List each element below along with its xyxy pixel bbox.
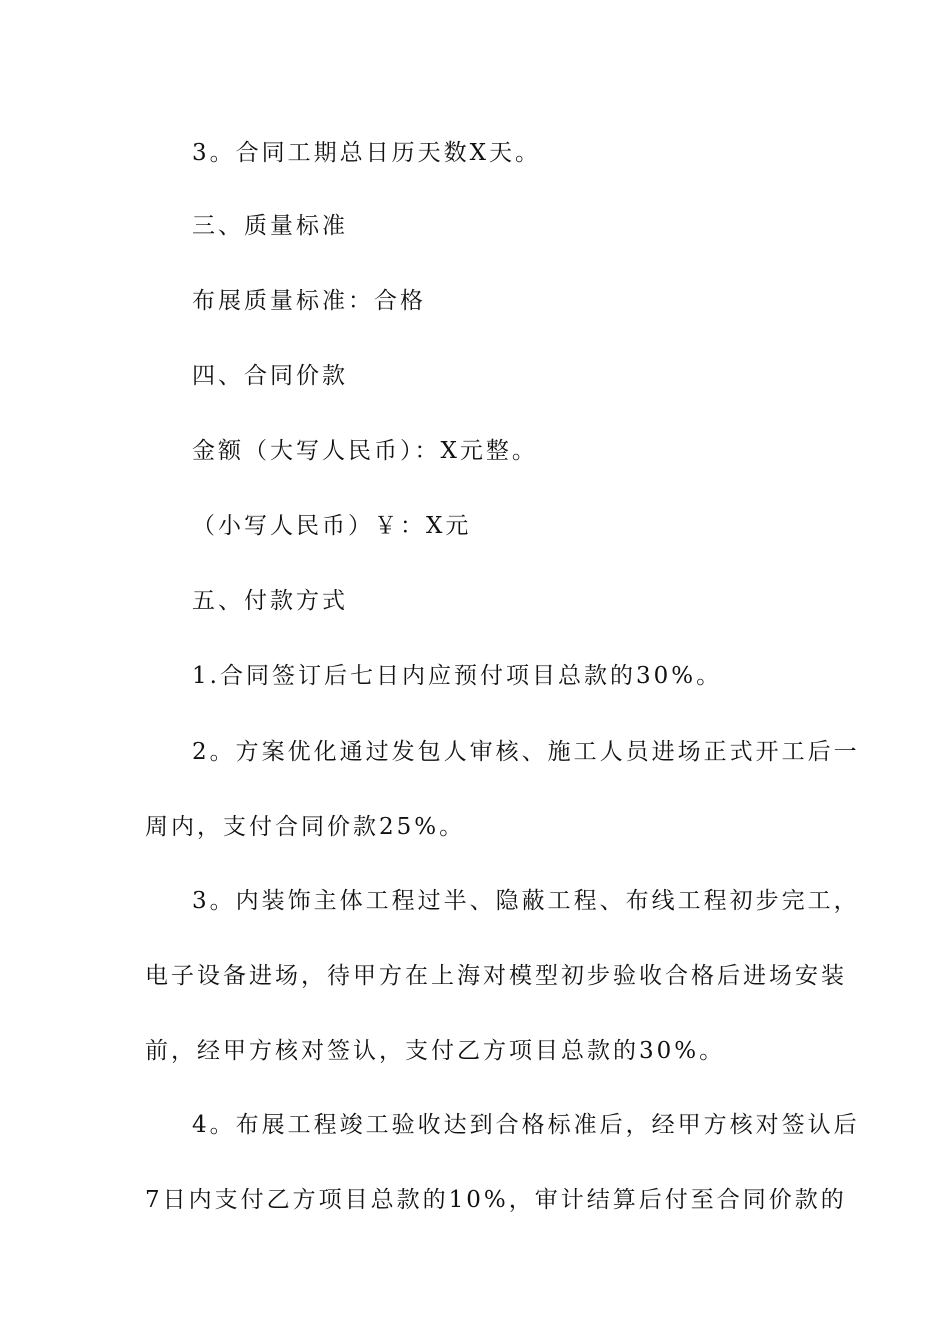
payment-clause-4-line-2: 7日内支付乙方项目总款的10%，审计结算后付至合同价款的 [145,1187,847,1213]
clause-3-duration: 3。合同工期总日历天数X天。 [192,140,542,166]
section-heading-quality: 三、质量标准 [192,213,348,239]
payment-clause-2-line-2: 周内，支付合同价款25%。 [145,814,466,840]
payment-clause-2-line-1: 2。方案优化通过发包人审核、施工人员进场正式开工后一 [192,739,860,765]
payment-clause-4-line-1: 4。布展工程竣工验收达到合格标准后，经甲方核对签认后 [192,1112,860,1138]
payment-clause-1: 1.合同签订后七日内应预付项目总款的30%。 [192,663,723,689]
payment-clause-3-line-1: 3。内装饰主体工程过半、隐蔽工程、布线工程初步完工， [192,888,860,914]
amount-uppercase-text: 金额（大写人民币）：X元整。 [192,438,538,464]
section-heading-price: 四、合同价款 [192,363,348,389]
section-heading-payment: 五、付款方式 [192,588,348,614]
amount-lowercase-text: （小写人民币）￥：X元 [192,513,472,539]
payment-clause-3-line-3: 前，经甲方核对签认，支付乙方项目总款的30%。 [145,1038,726,1064]
payment-clause-3-line-2: 电子设备进场，待甲方在上海对模型初步验收合格后进场安装 [145,963,847,989]
quality-standard-text: 布展质量标准：合格 [192,288,426,314]
